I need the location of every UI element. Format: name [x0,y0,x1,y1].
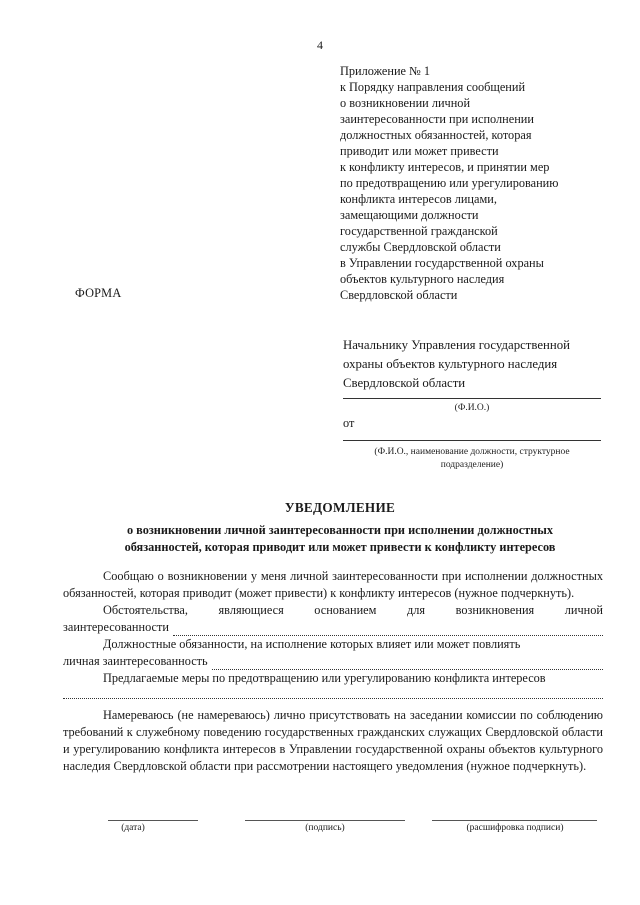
appendix-line: службы Свердловской области [340,240,501,254]
appendix-line: Свердловской области [340,288,458,302]
appendix-line: к Порядку направления сообщений [340,80,526,94]
appendix-line: замещающими должности [340,208,479,222]
appendix-block [340,63,630,303]
fio-caption: (Ф.И.О.) [454,403,490,413]
document-title: УВЕДОМЛЕНИЕ [284,500,396,515]
appendix-line: заинтересованности при исполнении [340,112,534,126]
page-number: 4 [317,38,323,52]
from-caption [343,446,601,472]
signature-decode-line[interactable] [432,820,597,821]
date-caption: (дата) [121,823,145,833]
circumstances-row [63,619,603,636]
addressee-line: Свердловской области [343,376,466,390]
circumstances-label: заинтересованности [63,620,169,634]
signature-caption: (подпись) [305,823,345,833]
document-subtitle-line-1: о возникновении личной заинтересованности при исполнении должностных [126,523,554,537]
from-label: от [343,416,355,430]
fio-line[interactable] [343,398,601,399]
form-label: ФОРМА [75,286,122,300]
duties-label: личная заинтересованность [63,654,208,668]
paragraph-duties-head: Должностные обязанности, на исполнение которых влияет или может повлиять [103,637,521,651]
word: возникновения [455,603,535,617]
word: личной [564,603,603,617]
from-caption-line-1: (Ф.И.О., наименование должности, структурное [374,447,570,457]
addressee-block [343,336,618,393]
document-body [63,568,603,775]
appendix-line: Приложение № 1 [340,64,431,78]
title-block [60,500,620,556]
appendix-line: должностных обязанностей, которая [340,128,532,142]
paragraph-intention: Намереваюсь (не намереваюсь) лично присутствовать на заседании комиссии по соблюдению требований к служебному поведению государственных гражданских служащих Свердловской области и урегулированию конфликта интересов в Управлении государственной охраны объектов культурного наследия Свердловской области при рассмотрении настоящего уведомления (нужное подчеркнуть). [63,708,603,773]
circumstances-field[interactable] [173,624,603,636]
paragraph-measures: Предлагаемые меры по предотвращению или урегулированию конфликта интересов [103,671,546,685]
appendix-line: к конфликту интересов, и принятии мер [340,160,550,174]
paragraph-circumstances-head [63,602,603,619]
date-line[interactable] [108,820,198,821]
appendix-line: государственной гражданской [340,224,498,238]
measures-field[interactable] [63,687,603,699]
document-subtitle-line-2: обязанностей, которая приводит или может привести к конфликту интересов [124,540,556,554]
word: Обстоятельства, [103,603,188,617]
appendix-line: в Управлении государственной охраны [340,256,544,270]
signature-decode-caption: (расшифровка подписи) [466,823,564,833]
signature-line[interactable] [245,820,405,821]
duties-row [63,653,603,670]
addressee-line: охраны объектов культурного наследия [343,357,558,371]
addressee-line: Начальнику Управления государственной [343,338,570,352]
appendix-line: приводит или может привести [340,144,499,158]
from-caption-line-2: подразделение) [440,460,504,470]
appendix-line: по предотвращению или урегулированию [340,176,559,190]
appendix-line: объектов культурного наследия [340,272,505,286]
word: являющиеся [218,603,284,617]
word: для [406,603,426,617]
word: основанием [314,603,377,617]
appendix-line: конфликта интересов лицами, [340,192,497,206]
duties-field[interactable] [212,658,603,670]
appendix-line: о возникновении личной [340,96,471,110]
from-line[interactable] [343,440,601,441]
paragraph-notification: Сообщаю о возникновении у меня личной заинтересованности при исполнении должностных обязанностей, которая приводит (может привести) к конфликту интересов (нужное подчеркнуть). [63,569,603,600]
